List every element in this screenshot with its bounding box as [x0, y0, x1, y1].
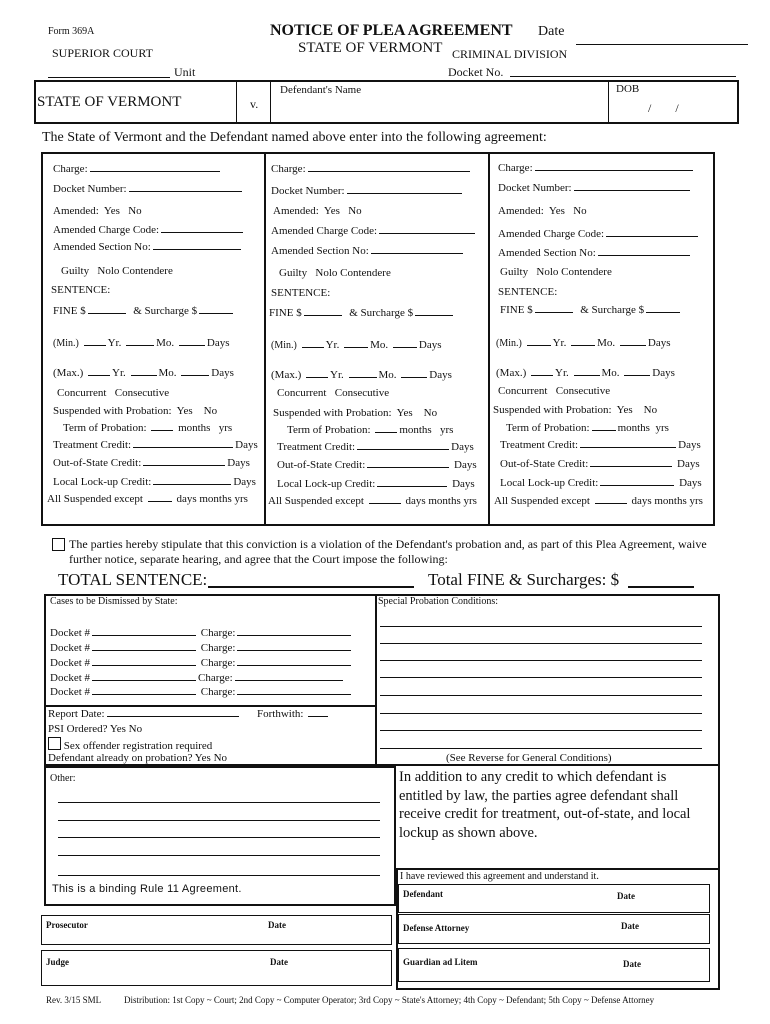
binding-rule-text: This is a binding Rule 11 Agreement. — [52, 883, 242, 895]
dob-field[interactable]: / / — [648, 101, 679, 115]
other-line[interactable] — [58, 837, 380, 838]
other-line[interactable] — [58, 802, 380, 803]
dismissed-row[interactable]: Docket # Charge: — [50, 672, 345, 684]
other-line[interactable] — [58, 855, 380, 856]
dismissed-row[interactable]: Docket # Charge: — [50, 657, 353, 669]
other-label: Other: — [50, 773, 76, 784]
total-fine-label: Total FINE & Surcharges: $ — [428, 570, 620, 589]
special-condition-line[interactable] — [380, 643, 702, 644]
dismissed-row[interactable]: Docket # Charge: — [50, 686, 353, 698]
dismissed-row[interactable]: Docket # Charge: — [50, 642, 353, 654]
special-conditions-title: Special Probation Conditions: — [378, 596, 498, 607]
unit-label: Unit — [174, 65, 196, 79]
intro-text: The State of Vermont and the Defendant named above enter into the following agreement: — [42, 130, 547, 145]
versus: v. — [250, 97, 259, 111]
docket-number-input[interactable] — [347, 192, 462, 194]
date-field[interactable] — [576, 44, 748, 45]
amended-charge-code-input[interactable] — [379, 232, 475, 234]
charge-input[interactable] — [308, 170, 470, 172]
other-line[interactable] — [58, 820, 380, 821]
sex-offender-checkbox[interactable]: Sex offender registration required — [48, 737, 212, 752]
special-condition-line[interactable] — [380, 660, 702, 661]
charge-column-1: Charge: Docket Number: Amended: Yes No Amended Charge Code: Amended Section No: Guilty Nolo Contendere SENTENCE: FINE $ & Surcharge $ (Min.) Yr. Mo. Days (Max.) Yr. Mo. Days Concurrent Consecutive Suspended with Probation: Yes No Term of Probation: months yrs Treatment Credit: Days Out-of-State Credit: Days Local Lock-up Credit: Days All Suspended except days months yrs — [47, 163, 258, 505]
judge-signature[interactable]: Judge Date — [41, 950, 392, 986]
special-condition-line[interactable] — [380, 730, 702, 731]
amended-section-input[interactable] — [598, 254, 690, 256]
total-fine-field[interactable] — [628, 586, 694, 588]
state-name: STATE OF VERMONT — [298, 40, 443, 56]
dob-label: DOB — [616, 83, 640, 95]
special-condition-line[interactable] — [380, 695, 702, 696]
credit-text: In addition to any credit to which defendant is entitled by law, the parties agree defendant shall receive credit for treatment, out-of-state, and local lockup as shown above. — [399, 769, 691, 841]
amended-section-input[interactable] — [371, 252, 463, 254]
defense-attorney-signature[interactable]: Defense Attorney Date — [398, 914, 710, 944]
charge-input[interactable] — [90, 170, 220, 172]
prosecutor-signature[interactable]: Prosecutor Date — [41, 915, 392, 945]
special-condition-line[interactable] — [380, 626, 702, 627]
dismissed-row[interactable]: Docket # Charge: — [50, 627, 353, 639]
form-title: NOTICE OF PLEA AGREEMENT — [270, 22, 513, 39]
other-line[interactable] — [58, 875, 380, 876]
reviewed-statement: I have reviewed this agreement and understand it. — [400, 871, 599, 882]
general-conditions-note: (See Reverse for General Conditions) — [446, 752, 612, 764]
dismissed-title: Cases to be Dismissed by State: — [50, 596, 178, 607]
defendant-signature[interactable]: Defendant Date — [398, 884, 710, 913]
state-party: STATE OF VERMONT — [37, 94, 182, 110]
amended-charge-code-input[interactable] — [606, 235, 698, 237]
unit-field[interactable] — [48, 77, 170, 78]
stipulation-text: The parties hereby stipulate that this conviction is a violation of the Defendant's probation and, as part of this Plea Agreement, waive further notice, separate hearing, and agree that the Court impose the following: — [69, 537, 707, 566]
total-sentence-label: TOTAL SENTENCE: — [58, 570, 208, 589]
amended-section-input[interactable] — [153, 248, 241, 250]
court-name: SUPERIOR COURT — [52, 46, 153, 60]
charge-input[interactable] — [535, 169, 693, 171]
defendant-name-label: Defendant's Name — [280, 84, 362, 96]
psi-ordered[interactable]: PSI Ordered? Yes No — [48, 723, 143, 735]
form-number: Form 369A — [48, 26, 95, 37]
report-date[interactable]: Report Date: Forthwith: — [48, 708, 330, 720]
special-condition-line[interactable] — [380, 748, 702, 749]
total-sentence-field[interactable] — [208, 586, 414, 588]
charge-column-3: Charge: Docket Number: Amended: Yes No Amended Charge Code: Amended Section No: Guilty Nolo Contendere SENTENCE: FINE $ & Surcharge $ (Min.) Yr. Mo. Days (Max.) Yr. Mo. Days Concurrent Consecutive Suspended with Probation: Yes No Term of Probation: months yrs Treatment Credit: Days Out-of-State Credit: Days Local Lock-up Credit: Days All Suspended except days months yrs — [493, 162, 703, 507]
distribution: Distribution: 1st Copy ~ Court; 2nd Copy ~ Computer Operator; 3rd Copy ~ State's Attorney; 4th Copy ~ Defendant; 5th Copy ~ Defense Attorney — [124, 995, 655, 1005]
already-on-probation[interactable]: Defendant already on probation? Yes No — [48, 752, 228, 764]
docket-label: Docket No. — [448, 65, 504, 79]
docket-number-input[interactable] — [574, 189, 690, 191]
revision: Rev. 3/15 SML — [46, 995, 102, 1005]
guardian-signature[interactable]: Guardian ad Litem Date — [398, 948, 710, 982]
special-condition-line[interactable] — [380, 713, 702, 714]
special-condition-line[interactable] — [380, 677, 702, 678]
division-name: CRIMINAL DIVISION — [452, 47, 568, 61]
date-label: Date — [538, 24, 565, 39]
amended-charge-code-input[interactable] — [161, 231, 243, 233]
docket-field[interactable] — [510, 76, 736, 77]
charge-column-2: Charge: Docket Number: Amended: Yes No Amended Charge Code: Amended Section No: Guilty Nolo Contendere SENTENCE: FINE $ & Surcharge $ (Min.) Yr. Mo. Days (Max.) Yr. Mo. Days Concurrent Consecutive Suspended with Probation: Yes No Term of Probation: months yrs Treatment Credit: Days Out-of-State Credit: Days Local Lock-up Credit: Days All Suspended except days months yrs — [268, 163, 477, 507]
docket-number-input[interactable] — [129, 190, 242, 192]
violation-checkbox[interactable] — [52, 537, 65, 555]
